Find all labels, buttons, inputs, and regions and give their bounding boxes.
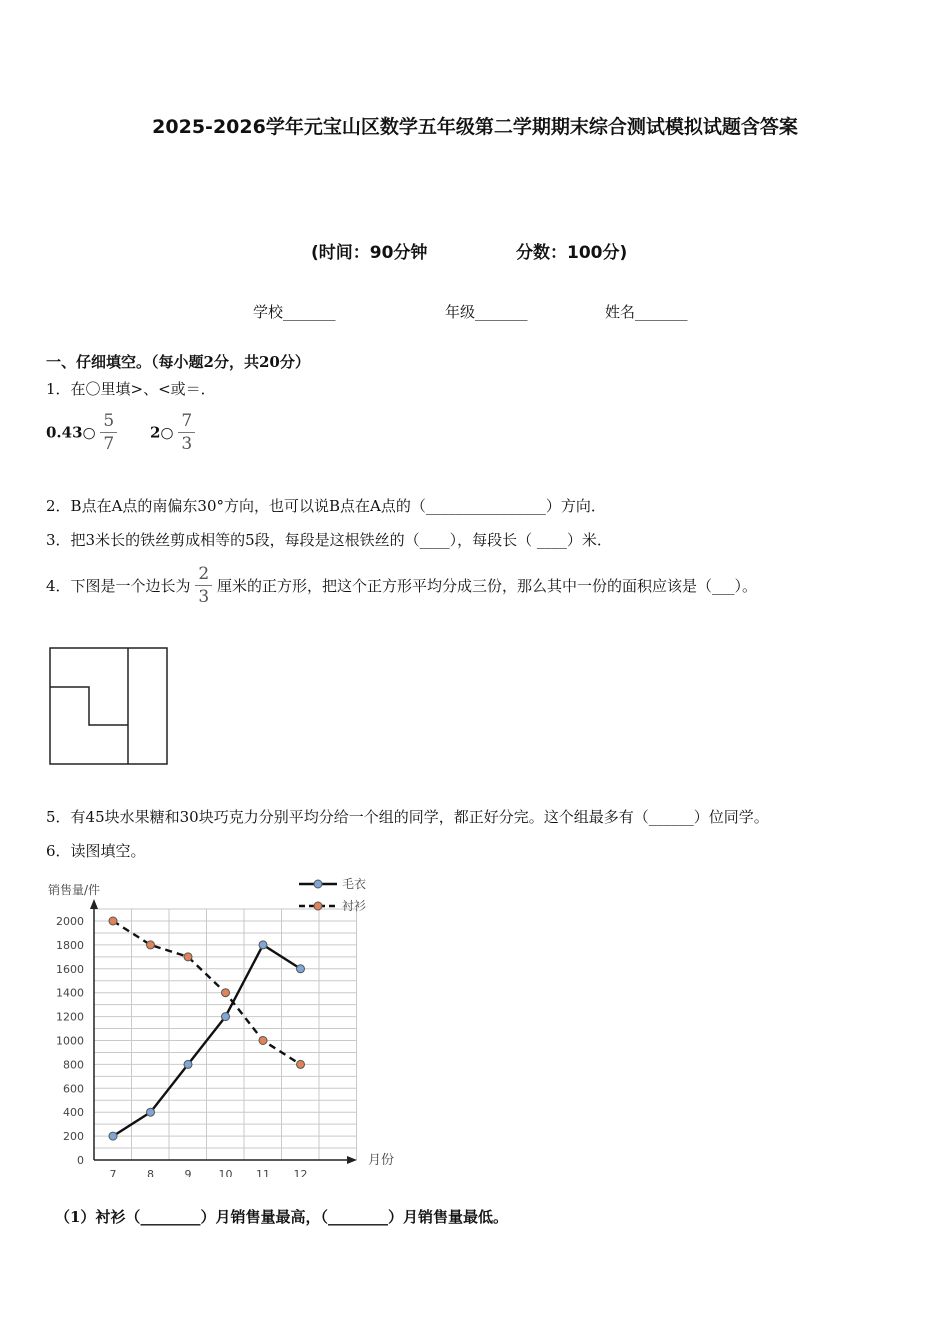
data-point bbox=[222, 1013, 230, 1021]
exam-score: 分数：100分) bbox=[516, 243, 628, 263]
fraction-2-3 bbox=[195, 563, 212, 608]
y-tick-label: 600 bbox=[63, 1082, 84, 1096]
y-tick-label: 2000 bbox=[56, 915, 84, 928]
legend-marker bbox=[314, 902, 322, 910]
name-field: 姓名_______ bbox=[605, 303, 688, 321]
y-tick-label: 1400 bbox=[56, 986, 84, 1000]
y-tick-label: 800 bbox=[63, 1058, 84, 1072]
frac-den: 3 bbox=[181, 434, 193, 454]
q1-b-left: 2○ bbox=[150, 423, 174, 442]
exam-time: (时间：90分钟 bbox=[311, 243, 428, 263]
q4-suffix: 厘米的正方形，把这个正方形平均分成三份，那么其中一份的面积应该是（___）。 bbox=[216, 577, 757, 595]
legend-marker bbox=[314, 880, 322, 888]
square-outline bbox=[50, 648, 167, 764]
question-6-1: （1）衬衫（________）月销售量最高，（________）月销售量最低。 bbox=[55, 1208, 508, 1226]
fraction-5-7 bbox=[100, 410, 117, 455]
data-point bbox=[259, 941, 267, 949]
question-6: 6．读图填空。 bbox=[46, 842, 146, 860]
data-point bbox=[259, 1037, 267, 1045]
x-tick-label: 8 bbox=[147, 1168, 154, 1177]
y-tick-label: 200 bbox=[63, 1130, 84, 1144]
data-point bbox=[147, 1108, 155, 1116]
square-diagram bbox=[49, 647, 169, 766]
question-5: 5．有45块水果糖和30块巧克力分别平均分给一个组的同学，都正好分完。这个组最多有（______）位同学。 bbox=[46, 808, 769, 826]
x-tick-label: 7 bbox=[109, 1168, 117, 1177]
y-tick-label: 0 bbox=[77, 1154, 84, 1167]
question-4 bbox=[46, 563, 757, 608]
q1-a-left: 0.43○ bbox=[46, 423, 96, 442]
data-point bbox=[147, 941, 155, 949]
y-tick-label: 1800 bbox=[56, 938, 84, 952]
y-axis-arrow bbox=[90, 899, 98, 909]
data-point bbox=[297, 965, 305, 973]
grade-field: 年级_______ bbox=[445, 303, 528, 321]
y-tick-label: 1000 bbox=[56, 1034, 84, 1048]
q1-compare-a bbox=[46, 410, 117, 455]
page-title: 2025-2026学年元宝山区数学五年级第二学期期末综合测试模拟试题含答案 bbox=[152, 116, 798, 138]
q1-compare-b bbox=[150, 410, 195, 455]
data-point bbox=[222, 989, 230, 997]
x-tick-label: 12 bbox=[293, 1168, 308, 1177]
frac-num: 2 bbox=[195, 563, 212, 586]
legend-label: 毛衣 bbox=[342, 877, 367, 891]
section-heading: 一、仔细填空。（每小题2分，共20分） bbox=[46, 353, 310, 371]
data-point bbox=[109, 917, 117, 925]
data-point bbox=[297, 1060, 305, 1068]
x-tick-label: 9 bbox=[184, 1168, 192, 1177]
question-3: 3．把3米长的铁丝剪成相等的5段，每段是这根铁丝的（____），每段长（ ____）米． bbox=[46, 531, 612, 549]
data-point bbox=[109, 1132, 117, 1140]
x-axis-label: 月份 bbox=[368, 1153, 395, 1168]
fraction-7-3 bbox=[178, 410, 195, 455]
x-axis-arrow bbox=[347, 1156, 357, 1164]
sales-line-chart bbox=[40, 872, 420, 1177]
school-field: 学校_______ bbox=[253, 303, 336, 321]
y-tick-label: 1200 bbox=[56, 1010, 84, 1024]
q4-prefix: 4．下图是一个边长为 bbox=[46, 577, 191, 595]
y-tick-label: 400 bbox=[63, 1106, 84, 1120]
frac-num: 5 bbox=[100, 410, 117, 433]
legend-label: 衬衫 bbox=[342, 899, 367, 913]
data-point bbox=[184, 1060, 192, 1068]
question-2: 2．B点在A点的南偏东30°方向，也可以说B点在A点的（________________）方向． bbox=[46, 497, 606, 515]
frac-num: 7 bbox=[178, 410, 195, 433]
data-point bbox=[184, 953, 192, 961]
question-1: 1．在〇里填>、<或＝． bbox=[46, 380, 216, 398]
x-tick-label: 10 bbox=[218, 1168, 233, 1177]
frac-den: 3 bbox=[198, 587, 210, 607]
divider-stepped bbox=[50, 687, 128, 725]
y-tick-label: 1600 bbox=[56, 962, 84, 976]
x-tick-label: 11 bbox=[256, 1168, 270, 1177]
y-axis-label: 销售量/件 bbox=[48, 883, 101, 897]
frac-den: 7 bbox=[103, 434, 115, 454]
